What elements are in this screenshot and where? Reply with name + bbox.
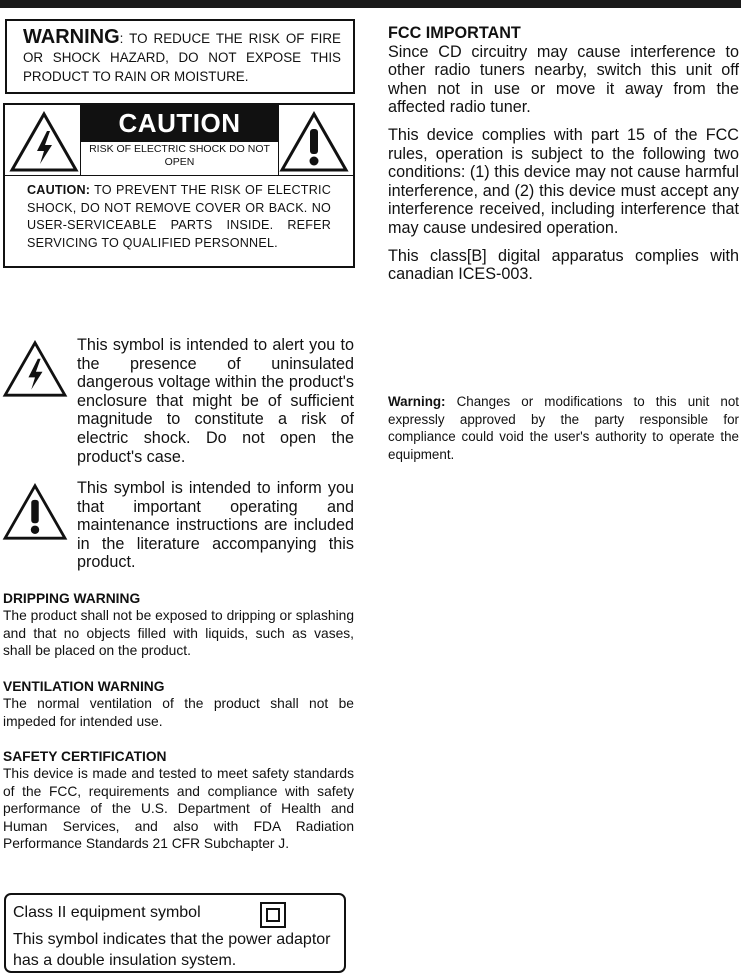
safety-certification-section bbox=[3, 748, 354, 853]
exclamation-triangle-icon bbox=[279, 111, 349, 173]
top-bar bbox=[0, 0, 741, 8]
class-ii-title: Class II equipment symbol bbox=[13, 904, 201, 921]
class-ii-box bbox=[4, 893, 346, 973]
fcc-paragraph-3: This class[B] digital apparatus complies with canadian ICES-003. bbox=[388, 246, 739, 284]
caution-body bbox=[27, 182, 331, 252]
modification-warning bbox=[388, 393, 739, 463]
lightning-triangle-icon bbox=[9, 111, 79, 173]
ventilation-warning-section bbox=[3, 678, 354, 730]
warning-box bbox=[5, 19, 355, 94]
modification-warning-text: Changes or modifications to this unit not expressly approved by the party responsible for compliance could void the user's authority to operate the equipment. bbox=[388, 394, 739, 462]
fcc-heading: FCC IMPORTANT bbox=[388, 24, 521, 42]
section-heading: DRIPPING WARNING bbox=[3, 591, 141, 606]
symbol-description-voltage: This symbol is intended to alert you to the presence of uninsulated dangerous voltage within the product's enclosure that might be of sufficient magnitude to constitute a risk of electric shock. Do not open the product's case. bbox=[77, 336, 354, 466]
caution-subtitle: RISK OF ELECTRIC SHOCK DO NOT OPEN bbox=[89, 143, 270, 168]
section-text: The normal ventilation of the product shall not be impeded for intended use. bbox=[3, 696, 354, 729]
caution-divider-horizontal bbox=[5, 175, 353, 176]
section-heading: VENTILATION WARNING bbox=[3, 679, 165, 694]
section-text: The product shall not be exposed to dripping or splashing and that no objects filled with liquids, such as vases, shall be placed on the product. bbox=[3, 608, 354, 659]
caution-body-label: CAUTION: bbox=[27, 183, 91, 197]
caution-title: CAUTION bbox=[81, 105, 278, 142]
exclamation-triangle-icon bbox=[2, 483, 68, 541]
section-text: This device is made and tested to meet safety standards of the FCC, requirements and compliance with safety performance of the U.S. Department of Health and Human Services, and also with FDA Radiation Performance Standards 21 CFR Subchapter J. bbox=[3, 766, 354, 852]
warning-label: WARNING bbox=[23, 26, 120, 48]
dripping-warning-section bbox=[3, 590, 354, 660]
double-square-icon bbox=[260, 902, 286, 928]
lightning-triangle-icon bbox=[2, 340, 68, 398]
fcc-paragraph-2: This device complies with part 15 of the FCC rules, operation is subject to the following two conditions: (1) this device may not cause harmful interference, and (2) this device must accept any interference received, including interference that may cause undesired operation. bbox=[388, 125, 739, 237]
caution-box bbox=[3, 103, 355, 268]
modification-warning-label: Warning: bbox=[388, 394, 446, 409]
class-ii-text: This symbol indicates that the power adaptor has a double insulation system. bbox=[13, 931, 331, 969]
section-heading: SAFETY CERTIFICATION bbox=[3, 749, 167, 764]
caution-body-text: TO PREVENT THE RISK OF ELECTRIC SHOCK, DO NOT REMOVE COVER OR BACK. NO USER-SERVICEABLE PARTS INSIDE. REFER SERVICING TO QUALIFIED PERSONNEL. bbox=[27, 183, 331, 250]
warning-text: : TO REDUCE THE RISK OF FIRE OR SHOCK HAZARD, DO NOT EXPOSE THIS PRODUCT TO RAIN OR MOISTURE. bbox=[23, 31, 341, 84]
fcc-paragraph-1: Since CD circuitry may cause interference to other radio tuners nearby, switch this unit off when not in use or move it away from the affected radio tuner. bbox=[388, 42, 739, 117]
symbol-description-instructions: This symbol is intended to inform you that important operating and maintenance instructions are included in the literature accompanying this product. bbox=[77, 479, 354, 572]
fcc-section bbox=[388, 24, 739, 284]
